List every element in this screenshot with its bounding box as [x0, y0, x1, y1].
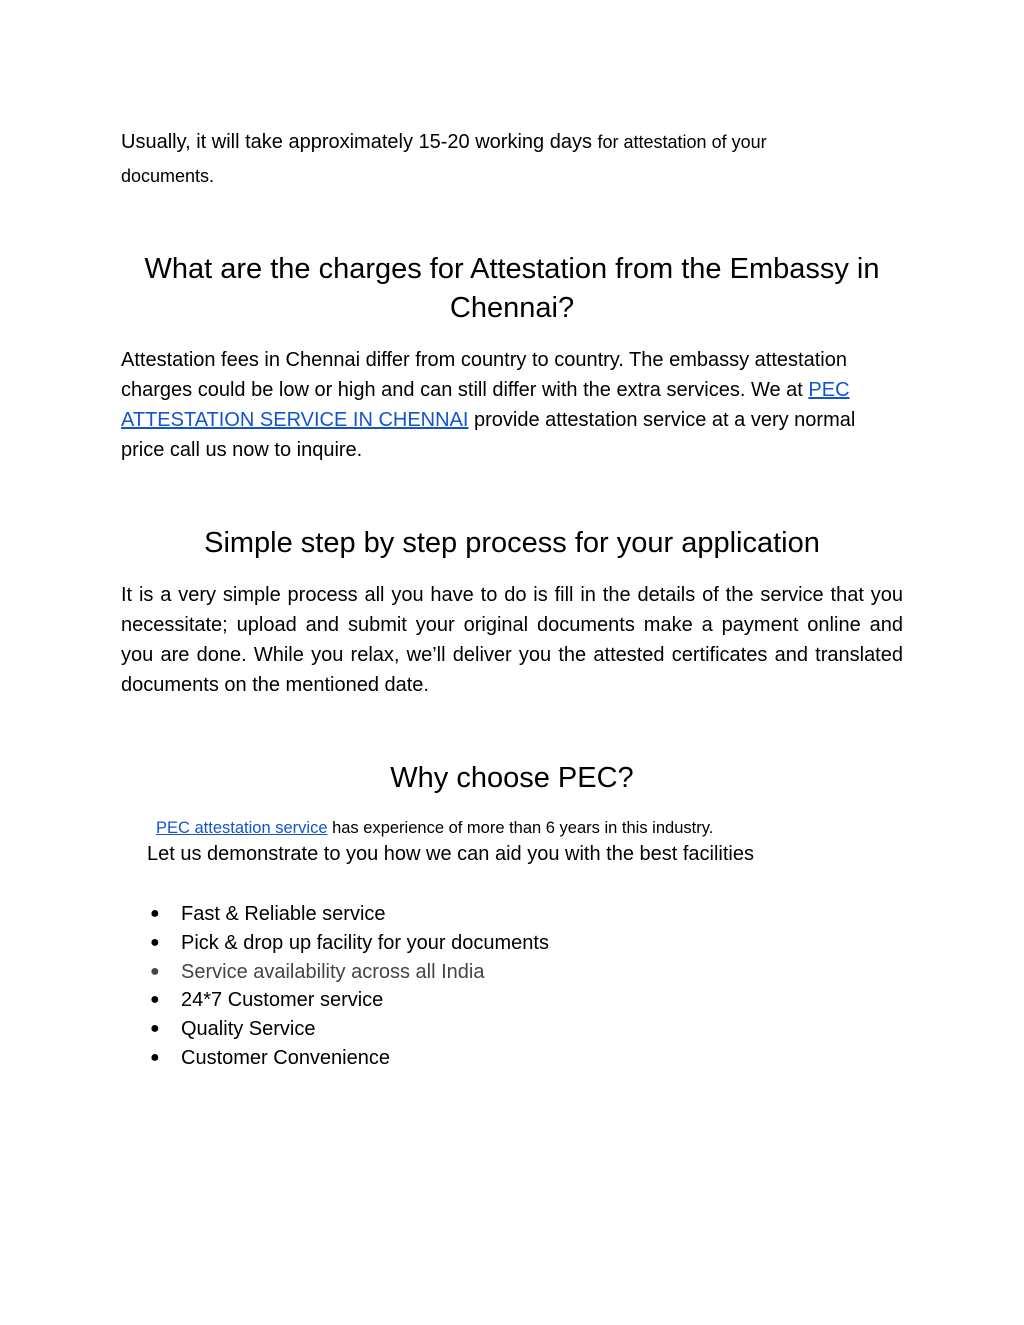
facilities-lead: Let us demonstrate to you how we can aid you with the best facilities [147, 843, 755, 865]
list-item-label: Quality Service [181, 1018, 316, 1041]
bullet-icon: ● [150, 962, 160, 980]
intro-text: Usually, it will take approximately 15-20 working days [121, 131, 598, 153]
pec-attestation-link[interactable]: PEC attestation service [156, 819, 328, 837]
bullet-icon: ● [150, 991, 160, 1009]
charges-paragraph [121, 345, 903, 465]
bullet-icon: ● [150, 933, 160, 951]
experience-text: has experience of more than 6 years in this industry. [327, 819, 714, 837]
list-item-label: Fast & Reliable service [181, 903, 386, 925]
bullet-icon: ● [150, 1020, 160, 1038]
list-item [150, 900, 549, 929]
bullet-icon: ● [150, 1048, 160, 1066]
list-item [150, 929, 549, 958]
intro-text-end: documents. [121, 166, 215, 186]
bullet-icon: ● [150, 905, 160, 922]
intro-paragraph [121, 125, 903, 193]
why-heading: Why choose PEC? [390, 762, 634, 794]
list-item-label: Customer Convenience [181, 1046, 390, 1069]
charges-text-after: provide attestation service at a very normal price call us now to inquire. [121, 409, 856, 461]
experience-line [156, 816, 713, 840]
pec-chennai-link[interactable]: PEC ATTESTATION SERVICE IN CHENNAI [121, 379, 850, 431]
list-item-label: Service availability across all India [181, 960, 485, 983]
list-item-label: 24*7 Customer service [181, 989, 384, 1012]
list-item [150, 1015, 549, 1044]
features-list [150, 900, 549, 1073]
intro-text-suffix: for attestation of your [597, 132, 767, 152]
process-paragraph: It is a very simple process all you have to do is fill in the details of the service that you necessitate; upload and submit your original documents make a payment online and you are done. While you relax, we’ll deliver you the attested certificates and translated documents on the mentioned date. [121, 584, 903, 696]
list-item [150, 986, 549, 1015]
charges-text-before: Attestation fees in Chennai differ from country to country. The embassy attestation charges could be low or high and can still differ with the extra services. We at [121, 349, 847, 401]
charges-heading: What are the charges for Attestation from the Embassy in Chennai? [144, 253, 880, 324]
list-item [150, 958, 549, 987]
process-heading: Simple step by step process for your application [204, 527, 820, 559]
list-item [150, 1044, 549, 1073]
list-item-label: Pick & drop up facility for your documents [181, 931, 549, 954]
